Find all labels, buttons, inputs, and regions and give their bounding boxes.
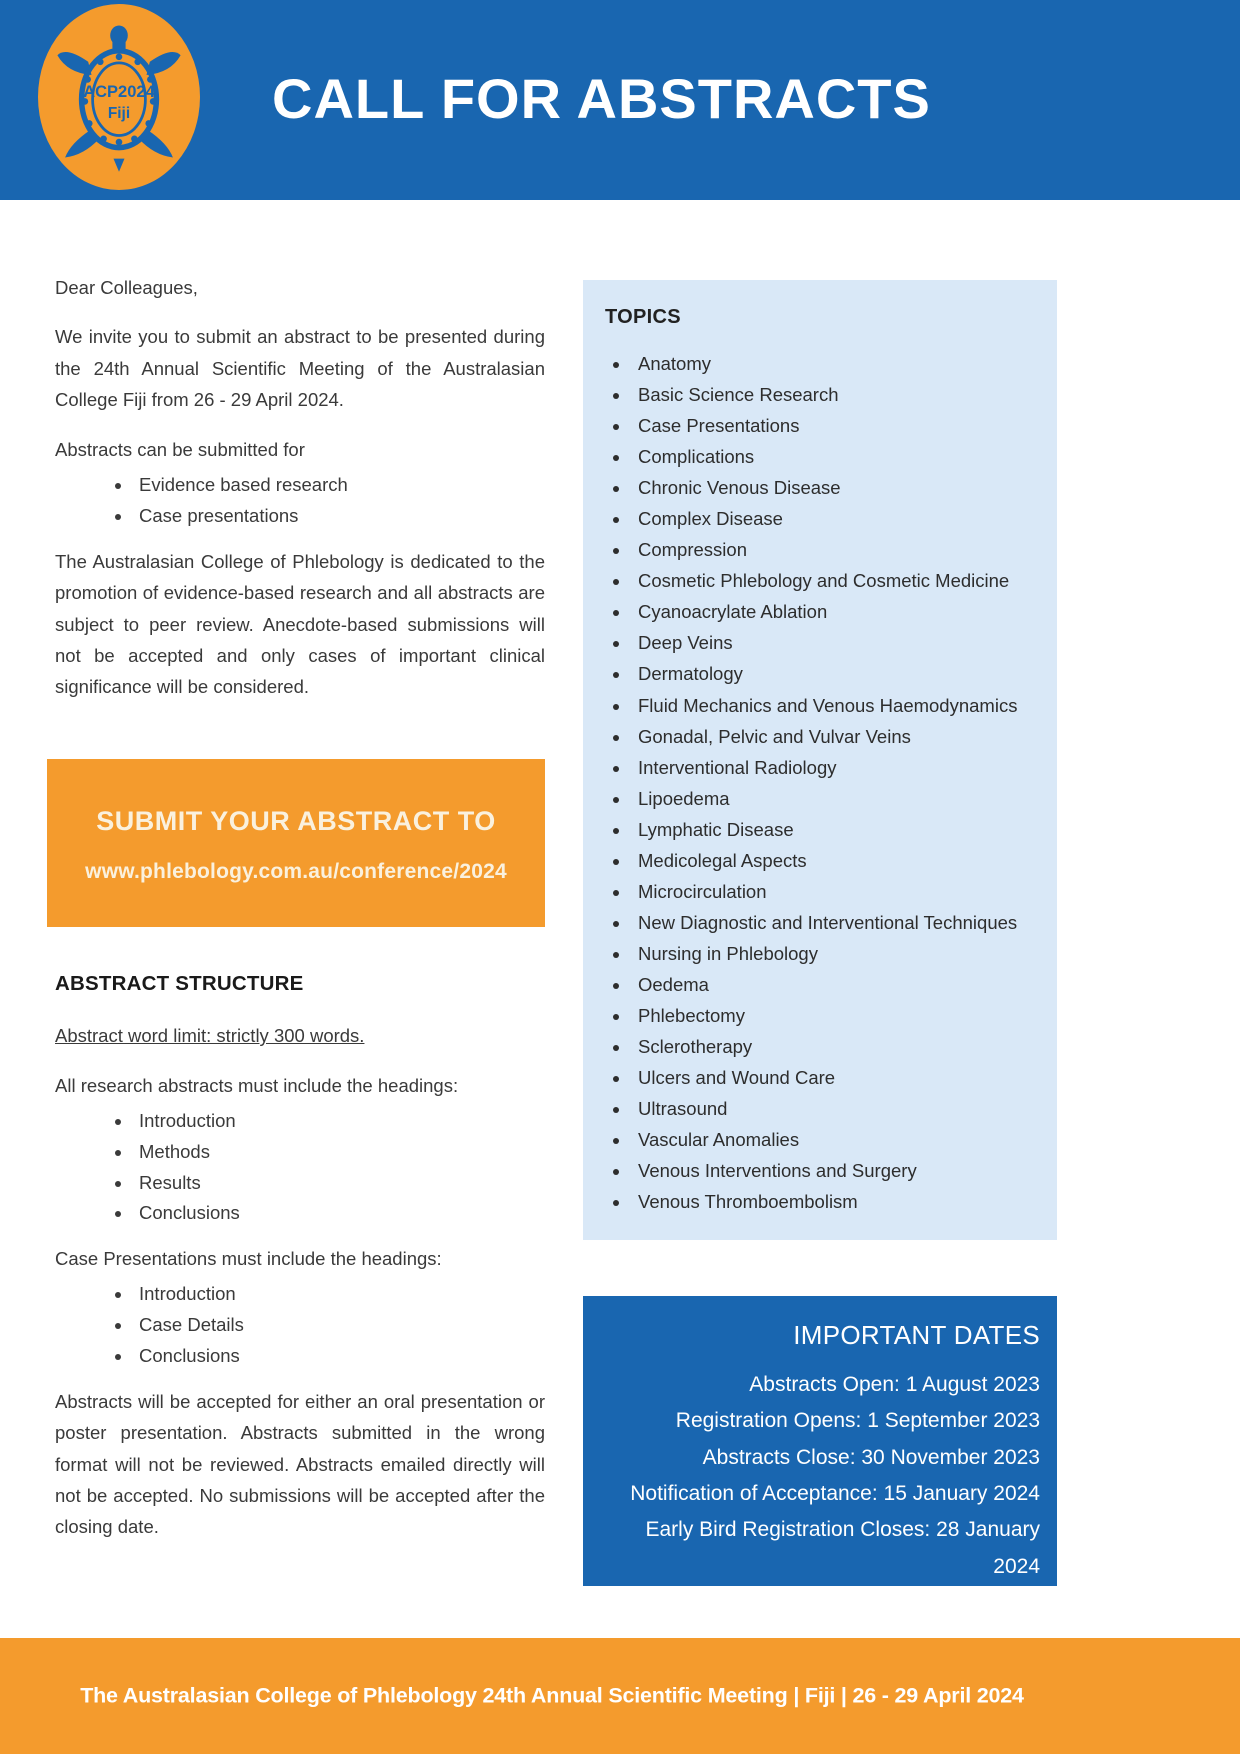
important-dates-list xyxy=(597,1367,1040,1585)
important-date-item: Abstracts Close: 30 November 2023 xyxy=(702,1445,1040,1469)
important-date-item: Notification of Acceptance: 15 January 2024 xyxy=(630,1481,1040,1505)
body-column xyxy=(55,272,545,1561)
topic-item: • Complex Disease xyxy=(631,508,1037,529)
research-heading-item: • Results xyxy=(133,1169,545,1197)
submit-abstract-box xyxy=(47,759,545,927)
topics-heading: TOPICS xyxy=(605,306,681,328)
page-title: CALL FOR ABSTRACTS xyxy=(272,67,931,131)
topics-list xyxy=(605,353,1037,1213)
case-heading-item: • Introduction xyxy=(133,1280,545,1308)
topic-item: • Complications xyxy=(631,446,1037,467)
research-headings-lead: All research abstracts must include the headings: xyxy=(55,1074,459,1096)
case-headings-lead: Case Presentations must include the headings: xyxy=(55,1248,442,1270)
research-headings-list xyxy=(55,1107,545,1227)
submission-types-lead: Abstracts can be submitted for xyxy=(55,438,305,460)
case-headings-list xyxy=(55,1280,545,1369)
submission-types-list xyxy=(55,471,545,530)
topic-item: • Venous Thromboembolism xyxy=(631,1191,1037,1212)
topic-item: • Ulcers and Wound Care xyxy=(631,1067,1037,1088)
topic-item: • Cyanoacrylate Ablation xyxy=(631,601,1037,622)
case-heading-item: • Case Details xyxy=(133,1311,545,1339)
submission-url-link[interactable]: www.phlebology.com.au/conference/2024 xyxy=(85,859,507,883)
topic-item: • Deep Veins xyxy=(631,632,1037,653)
acceptance-paragraph: Abstracts will be accepted for either an oral presentation or poster presentation. Abstracts submitted in the wrong format will not be reviewed. Abstracts emailed directly will not be accepted. No submissions will be accepted after the closing date. xyxy=(55,1390,545,1538)
topic-item: • Lymphatic Disease xyxy=(631,819,1037,840)
header-banner xyxy=(0,0,1240,200)
topic-item: • Interventional Radiology xyxy=(631,757,1037,778)
important-dates-heading: IMPORTANT DATES xyxy=(793,1320,1040,1350)
important-dates-panel xyxy=(583,1296,1057,1586)
topic-item: • Case Presentations xyxy=(631,415,1037,436)
topic-item: • New Diagnostic and Interventional Techniques xyxy=(631,912,1037,933)
turtle-icon xyxy=(53,22,185,172)
topic-item: • Chronic Venous Disease xyxy=(631,477,1037,498)
topic-item: • Vascular Anomalies xyxy=(631,1129,1037,1150)
logo-text-acp2024: ACP2024 xyxy=(83,83,155,101)
topic-item: • Basic Science Research xyxy=(631,384,1037,405)
salutation: Dear Colleagues, xyxy=(55,277,198,298)
research-heading-item: • Methods xyxy=(133,1138,545,1166)
abstract-structure-heading: ABSTRACT STRUCTURE xyxy=(55,972,304,996)
footer-banner xyxy=(0,1638,1240,1754)
topic-item: • Cosmetic Phlebology and Cosmetic Medicine xyxy=(631,570,1037,591)
topic-item: • Nursing in Phlebology xyxy=(631,943,1037,964)
submission-type-item: • Evidence based research xyxy=(133,471,545,499)
topic-item: • Microcirculation xyxy=(631,881,1037,902)
submit-abstract-heading: SUBMIT YOUR ABSTRACT TO xyxy=(96,805,496,836)
case-heading-item: • Conclusions xyxy=(133,1342,545,1370)
footer-text: The Australasian College of Phlebology 24th Annual Scientific Meeting | Fiji | 26 - 29 April 2024 xyxy=(80,1683,1024,1708)
word-limit-note: Abstract word limit: strictly 300 words. xyxy=(55,1025,365,1047)
research-heading-item: • Introduction xyxy=(133,1107,545,1135)
logo-text-fiji: Fiji xyxy=(107,104,131,122)
topic-item: • Ultrasound xyxy=(631,1098,1037,1119)
important-date-item: Early Bird Registration Closes: 28 January 2024 xyxy=(645,1518,1040,1578)
submission-type-item: • Case presentations xyxy=(133,502,545,530)
important-date-item: Abstracts Open: 1 August 2023 xyxy=(749,1373,1040,1396)
topic-item: • Dermatology xyxy=(631,663,1037,684)
topic-item: • Gonadal, Pelvic and Vulvar Veins xyxy=(631,726,1037,747)
intro-paragraph: We invite you to submit an abstract to be presented during the 24th Annual Scientific Meeting of the Australasian College Fiji from 26 - 29 April 2024. xyxy=(55,326,545,411)
topic-item: • Oedema xyxy=(631,974,1037,995)
topic-item: • Venous Interventions and Surgery xyxy=(631,1160,1037,1181)
research-heading-item: • Conclusions xyxy=(133,1199,545,1227)
conference-logo xyxy=(38,4,200,190)
topic-item: • Sclerotherapy xyxy=(631,1036,1037,1057)
topic-item: • Anatomy xyxy=(631,353,1037,374)
topic-item: • Phlebectomy xyxy=(631,1005,1037,1026)
topics-panel xyxy=(583,280,1057,1240)
topic-item: • Fluid Mechanics and Venous Haemodynamics xyxy=(631,695,1037,716)
topic-item: • Lipoedema xyxy=(631,788,1037,809)
important-date-item: Registration Opens: 1 September 2023 xyxy=(675,1409,1040,1433)
topic-item: • Medicolegal Aspects xyxy=(631,850,1037,871)
peer-review-paragraph: The Australasian College of Phlebology is dedicated to the promotion of evidence-based research and all abstracts are subject to peer review. Anecdote-based submissions will not be accepted and only cases of important clinical significance will be considered. xyxy=(55,550,545,698)
topic-item: • Compression xyxy=(631,539,1037,560)
